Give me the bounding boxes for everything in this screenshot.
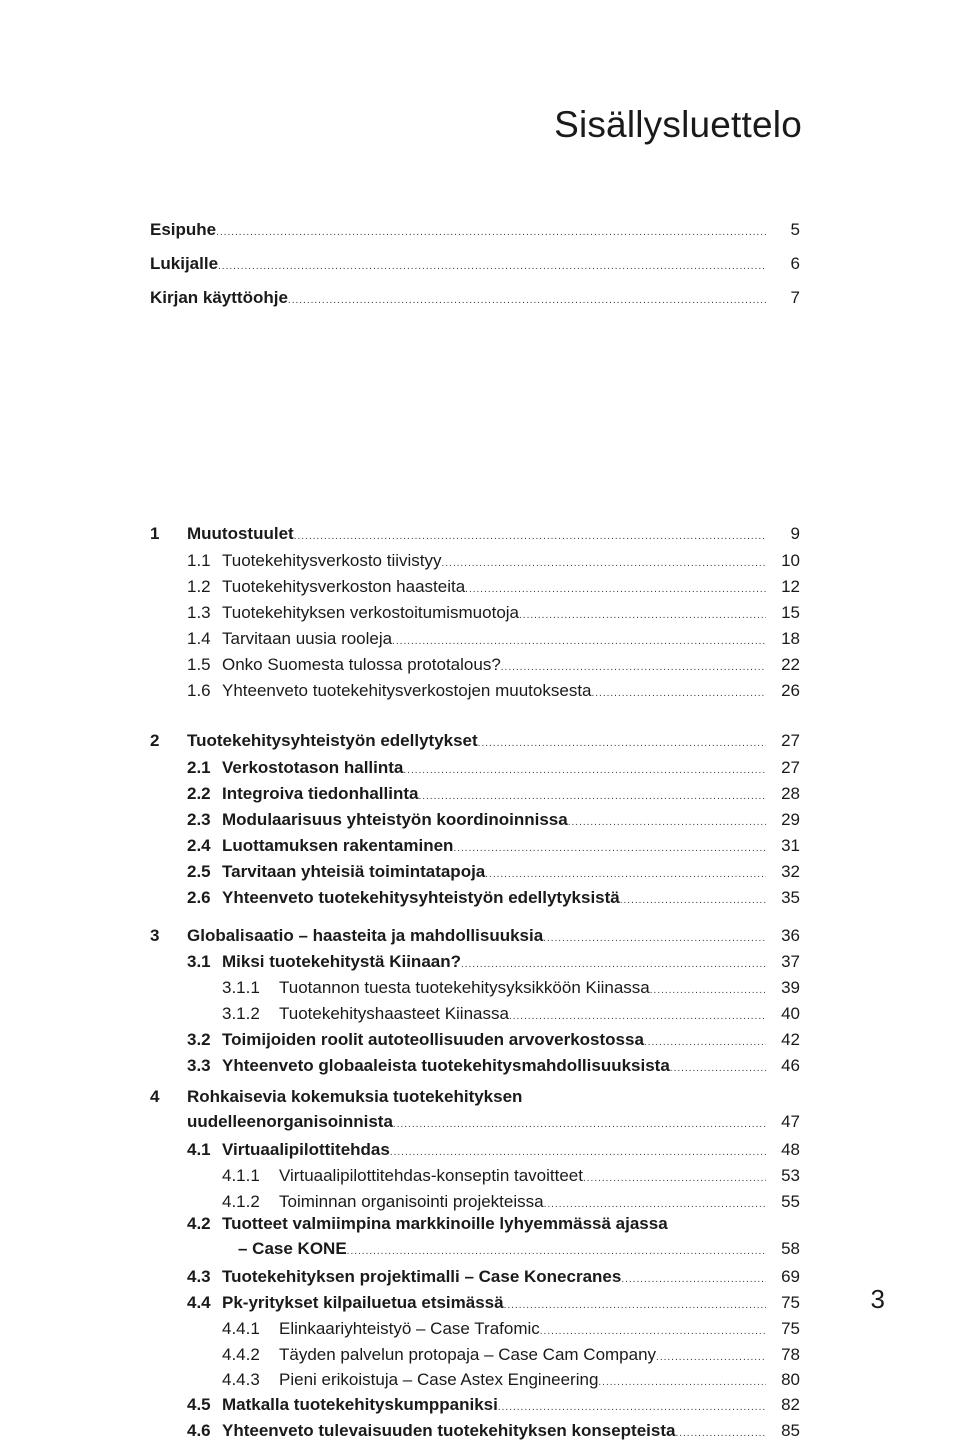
- toc-entry-number: 1.5: [187, 655, 211, 674]
- toc-entry[interactable]: [150, 950, 800, 974]
- toc-entry-page: 6: [790, 254, 800, 273]
- toc-entry[interactable]: [150, 549, 800, 573]
- toc-entry-continuation[interactable]: [150, 1237, 800, 1261]
- toc-entry-page: 10: [781, 551, 800, 570]
- toc-entry[interactable]: [150, 1212, 800, 1236]
- dot-leader: [675, 1422, 766, 1446]
- toc-entry-title: Rohkaisevia kokemuksia tuotekehityksen: [187, 1087, 523, 1106]
- toc-entry-number: 4.3: [187, 1267, 211, 1286]
- toc-entry-number: 2.1: [187, 758, 211, 777]
- toc-entry-number: 4.1: [187, 1140, 211, 1159]
- toc-entry-title: Tuotekehitysverkosto tiivistyy: [222, 551, 442, 570]
- toc-entry-title: Yhteenveto tulevaisuuden tuotekehityksen konsepteista: [222, 1421, 676, 1440]
- dot-leader: [650, 979, 766, 1003]
- toc-entry-page: 27: [781, 758, 800, 777]
- toc-entry[interactable]: [150, 679, 800, 703]
- toc-entry-title: Elinkaariyhteistyö – Case Trafomic: [279, 1319, 540, 1338]
- toc-entry-title: Pieni erikoistuja – Case Astex Engineering: [279, 1370, 599, 1389]
- toc-entry-page: 80: [781, 1370, 800, 1389]
- toc-entry-number: 4.6: [187, 1421, 211, 1440]
- dot-leader: [621, 1268, 766, 1292]
- toc-entry-page: 29: [781, 810, 800, 829]
- toc-entry-title: Globalisaatio – haasteita ja mahdollisuuksia: [187, 926, 544, 945]
- toc-entry-page: 35: [781, 888, 800, 907]
- toc-entry-title: Tarvitaan uusia rooleja: [222, 629, 393, 648]
- toc-entry-number: 1.3: [187, 603, 211, 622]
- toc-entry-number: 1.6: [187, 681, 211, 700]
- dot-leader: [543, 927, 766, 951]
- toc-entry[interactable]: [150, 808, 800, 832]
- toc-entry-number: 3.1: [187, 952, 211, 971]
- toc-entry-title: Yhteenveto tuotekehitysverkostojen muutoksesta: [222, 681, 592, 700]
- toc-entry-page: 7: [790, 288, 800, 307]
- dot-leader: [288, 289, 766, 313]
- toc-entry-number: 4.5: [187, 1395, 211, 1414]
- toc-entry[interactable]: [150, 1138, 800, 1162]
- toc-entry[interactable]: [150, 286, 800, 310]
- dot-leader: [218, 255, 766, 279]
- toc-entry[interactable]: [150, 218, 800, 242]
- dot-leader: [465, 578, 766, 602]
- toc-entry-title: Täyden palvelun protopaja – Case Cam Company: [279, 1345, 657, 1364]
- toc-entry-title: Lukijalle: [150, 254, 219, 273]
- toc-entry-page: 75: [781, 1293, 800, 1312]
- toc-entry-title: Muutostuulet: [187, 524, 294, 543]
- toc-entry[interactable]: [150, 1028, 800, 1052]
- toc-entry[interactable]: [150, 1291, 800, 1315]
- toc-entry[interactable]: [150, 834, 800, 858]
- toc-entry-number: 1: [150, 524, 160, 543]
- toc-entry-number: 4.2: [187, 1214, 211, 1233]
- toc-entry-page: 9: [790, 524, 800, 543]
- dot-leader: [442, 552, 767, 576]
- dot-leader: [504, 1294, 766, 1318]
- toc-entry-title: Verkostotason hallinta: [222, 758, 404, 777]
- dot-leader: [403, 759, 766, 783]
- toc-entry-number: 4: [150, 1087, 160, 1106]
- toc-entry-title: Tuotteet valmiimpina markkinoille lyhyemmässä ajassa: [222, 1214, 668, 1233]
- toc-entry-title: Tuotekehityksen projektimalli – Case Konecranes: [222, 1267, 622, 1286]
- toc-entry[interactable]: [150, 252, 800, 276]
- toc-entry-page: 42: [781, 1030, 800, 1049]
- toc-entry-title: Pk-yritykset kilpailuetua etsimässä: [222, 1293, 504, 1312]
- toc-entry-page: 53: [781, 1166, 800, 1185]
- toc-entry[interactable]: [150, 1265, 800, 1289]
- toc-entry[interactable]: [150, 1085, 800, 1109]
- toc-entry-page: 31: [781, 836, 800, 855]
- dot-leader: [393, 1113, 766, 1137]
- toc-entry-page: 26: [781, 681, 800, 700]
- dot-leader: [453, 837, 766, 861]
- toc-entry-page: 15: [781, 603, 800, 622]
- toc-entry[interactable]: [150, 1368, 800, 1392]
- toc-entry-number: 2.4: [187, 836, 211, 855]
- toc-entry-number: 4.4.1: [222, 1319, 260, 1338]
- toc-entry[interactable]: [150, 601, 800, 625]
- dot-leader: [390, 1141, 766, 1165]
- toc-entry-number: 2.6: [187, 888, 211, 907]
- toc-entry[interactable]: [150, 1419, 800, 1443]
- toc-entry[interactable]: [150, 627, 800, 651]
- toc-entry-page: 78: [781, 1345, 800, 1364]
- dot-leader: [670, 1057, 766, 1081]
- toc-entry-title: Onko Suomesta tulossa prototalous?: [222, 655, 501, 674]
- toc-entry-number: 4.4.2: [222, 1345, 260, 1364]
- toc-entry-number: 1.4: [187, 629, 211, 648]
- toc-entry[interactable]: [150, 1190, 800, 1214]
- toc-entry-title: Tuotannon tuesta tuotekehitysyksikköön Kiinassa: [279, 978, 650, 997]
- toc-entry-page: 47: [781, 1112, 800, 1131]
- toc-entry-number: 2.3: [187, 810, 211, 829]
- dot-leader: [418, 785, 766, 809]
- toc-entry-number: 1.1: [187, 551, 211, 570]
- toc-entry-page: 5: [790, 220, 800, 239]
- toc-entry-page: 39: [781, 978, 800, 997]
- toc-entry-number: 1.2: [187, 577, 211, 596]
- dot-leader: [461, 953, 766, 977]
- dot-leader: [598, 1371, 766, 1395]
- dot-leader: [216, 221, 766, 245]
- toc-entry-page: 27: [781, 731, 800, 750]
- toc-entry-page: 32: [781, 862, 800, 881]
- toc-entry[interactable]: [150, 522, 800, 546]
- toc-entry-title-continued: uudelleenorganisoinnista: [187, 1112, 393, 1131]
- toc-entry-title: Miksi tuotekehitystä Kiinaan?: [222, 952, 461, 971]
- toc-entry[interactable]: [150, 1343, 800, 1367]
- dot-leader: [501, 656, 766, 680]
- toc-entry[interactable]: [150, 924, 800, 948]
- toc-entry-title: Virtuaalipilottitehdas: [222, 1140, 390, 1159]
- toc-entry-title: Tuotekehityshaasteet Kiinassa: [279, 1004, 509, 1023]
- toc-entry-title: Matkalla tuotekehityskumppaniksi: [222, 1395, 498, 1414]
- dot-leader: [592, 682, 767, 706]
- dot-leader: [519, 604, 766, 628]
- toc-entry[interactable]: [150, 782, 800, 806]
- toc-entry-page: 37: [781, 952, 800, 971]
- dot-leader: [620, 889, 766, 913]
- toc-entry-title: Yhteenveto tuotekehitysyhteistyön edellytyksistä: [222, 888, 620, 907]
- toc-entry-page: 55: [781, 1192, 800, 1211]
- toc-entry-title-continued: – Case KONE: [238, 1239, 347, 1258]
- toc-entry-number: 4.4: [187, 1293, 211, 1312]
- toc-entry-number: 3.2: [187, 1030, 211, 1049]
- dot-leader: [294, 525, 766, 549]
- toc-entry-page: 28: [781, 784, 800, 803]
- page-number: 3: [870, 1284, 885, 1314]
- toc-entry-page: 46: [781, 1056, 800, 1075]
- toc-entry-page: 36: [781, 926, 800, 945]
- toc-entry-title: Tuotekehityksen verkostoitumismuotoja: [222, 603, 520, 622]
- toc-entry-title: Kirjan käyttöohje: [150, 288, 288, 307]
- dot-leader: [392, 630, 766, 654]
- toc-entry-title: Integroiva tiedonhallinta: [222, 784, 419, 803]
- toc-entry-page: 22: [781, 655, 800, 674]
- toc-entry-title: Tarvitaan yhteisiä toimintatapoja: [222, 862, 486, 881]
- toc-entry[interactable]: [150, 653, 800, 677]
- toc-entry-number: 4.1.2: [222, 1192, 260, 1211]
- toc-entry[interactable]: [150, 886, 800, 910]
- dot-leader: [485, 863, 766, 887]
- toc-entry-title: Toiminnan organisointi projekteissa: [279, 1192, 544, 1211]
- toc-entry-page: 69: [781, 1267, 800, 1286]
- dot-leader: [540, 1320, 766, 1344]
- toc-entry-page: 58: [781, 1239, 800, 1258]
- dot-leader: [347, 1240, 766, 1264]
- toc-entry-number: 2.5: [187, 862, 211, 881]
- toc-entry-title: Yhteenveto globaaleista tuotekehitysmahdollisuuksista: [222, 1056, 670, 1075]
- toc-entry-number: 4.4.3: [222, 1370, 260, 1389]
- toc-entry-number: 3: [150, 926, 160, 945]
- toc-entry-title: Modulaarisuus yhteistyön koordinoinnissa: [222, 810, 568, 829]
- toc-entry[interactable]: [150, 729, 800, 753]
- toc-entry[interactable]: [150, 1054, 800, 1078]
- toc-entry-title: Tuotekehitysverkoston haasteita: [222, 577, 466, 596]
- toc-entry-number: 4.1.1: [222, 1166, 260, 1185]
- toc-entry-page: 18: [781, 629, 800, 648]
- toc-entry-page: 48: [781, 1140, 800, 1159]
- toc-entry[interactable]: [150, 756, 800, 780]
- dot-leader: [583, 1167, 766, 1191]
- toc-entry[interactable]: [150, 1317, 800, 1341]
- toc-entry-title: Luottamuksen rakentaminen: [222, 836, 454, 855]
- dot-leader: [509, 1005, 766, 1029]
- toc-entry-number: 2: [150, 731, 160, 750]
- toc-entry-number: 3.1.1: [222, 978, 260, 997]
- dot-leader: [478, 732, 766, 756]
- toc-entry-title: Toimijoiden roolit autoteollisuuden arvoverkostossa: [222, 1030, 644, 1049]
- toc-entry[interactable]: [150, 1164, 800, 1188]
- toc-entry-continuation[interactable]: [150, 1110, 800, 1134]
- toc-entry-page: 12: [781, 577, 800, 596]
- dot-leader: [498, 1396, 766, 1420]
- toc-entry-page: 85: [781, 1421, 800, 1440]
- toc-entry[interactable]: [150, 575, 800, 599]
- toc-entry[interactable]: [150, 860, 800, 884]
- toc-entry-title: Esipuhe: [150, 220, 217, 239]
- dot-leader: [568, 811, 766, 835]
- toc-entry-number: 3.1.2: [222, 1004, 260, 1023]
- toc-entry-title: Virtuaalipilottitehdas-konseptin tavoitteet: [279, 1166, 583, 1185]
- toc-entry-number: 3.3: [187, 1056, 211, 1075]
- toc-entry[interactable]: [150, 1002, 800, 1026]
- toc-entry-number: 2.2: [187, 784, 211, 803]
- page-title: Sisällysluettelo: [554, 104, 802, 145]
- toc-entry-page: 75: [781, 1319, 800, 1338]
- dot-leader: [644, 1031, 766, 1055]
- dot-leader: [656, 1346, 766, 1370]
- toc-entry-page: 82: [781, 1395, 800, 1414]
- toc-entry[interactable]: [150, 976, 800, 1000]
- toc-entry-title: Tuotekehitysyhteistyön edellytykset: [187, 731, 478, 750]
- toc-entry-page: 40: [781, 1004, 800, 1023]
- toc-entry[interactable]: [150, 1393, 800, 1417]
